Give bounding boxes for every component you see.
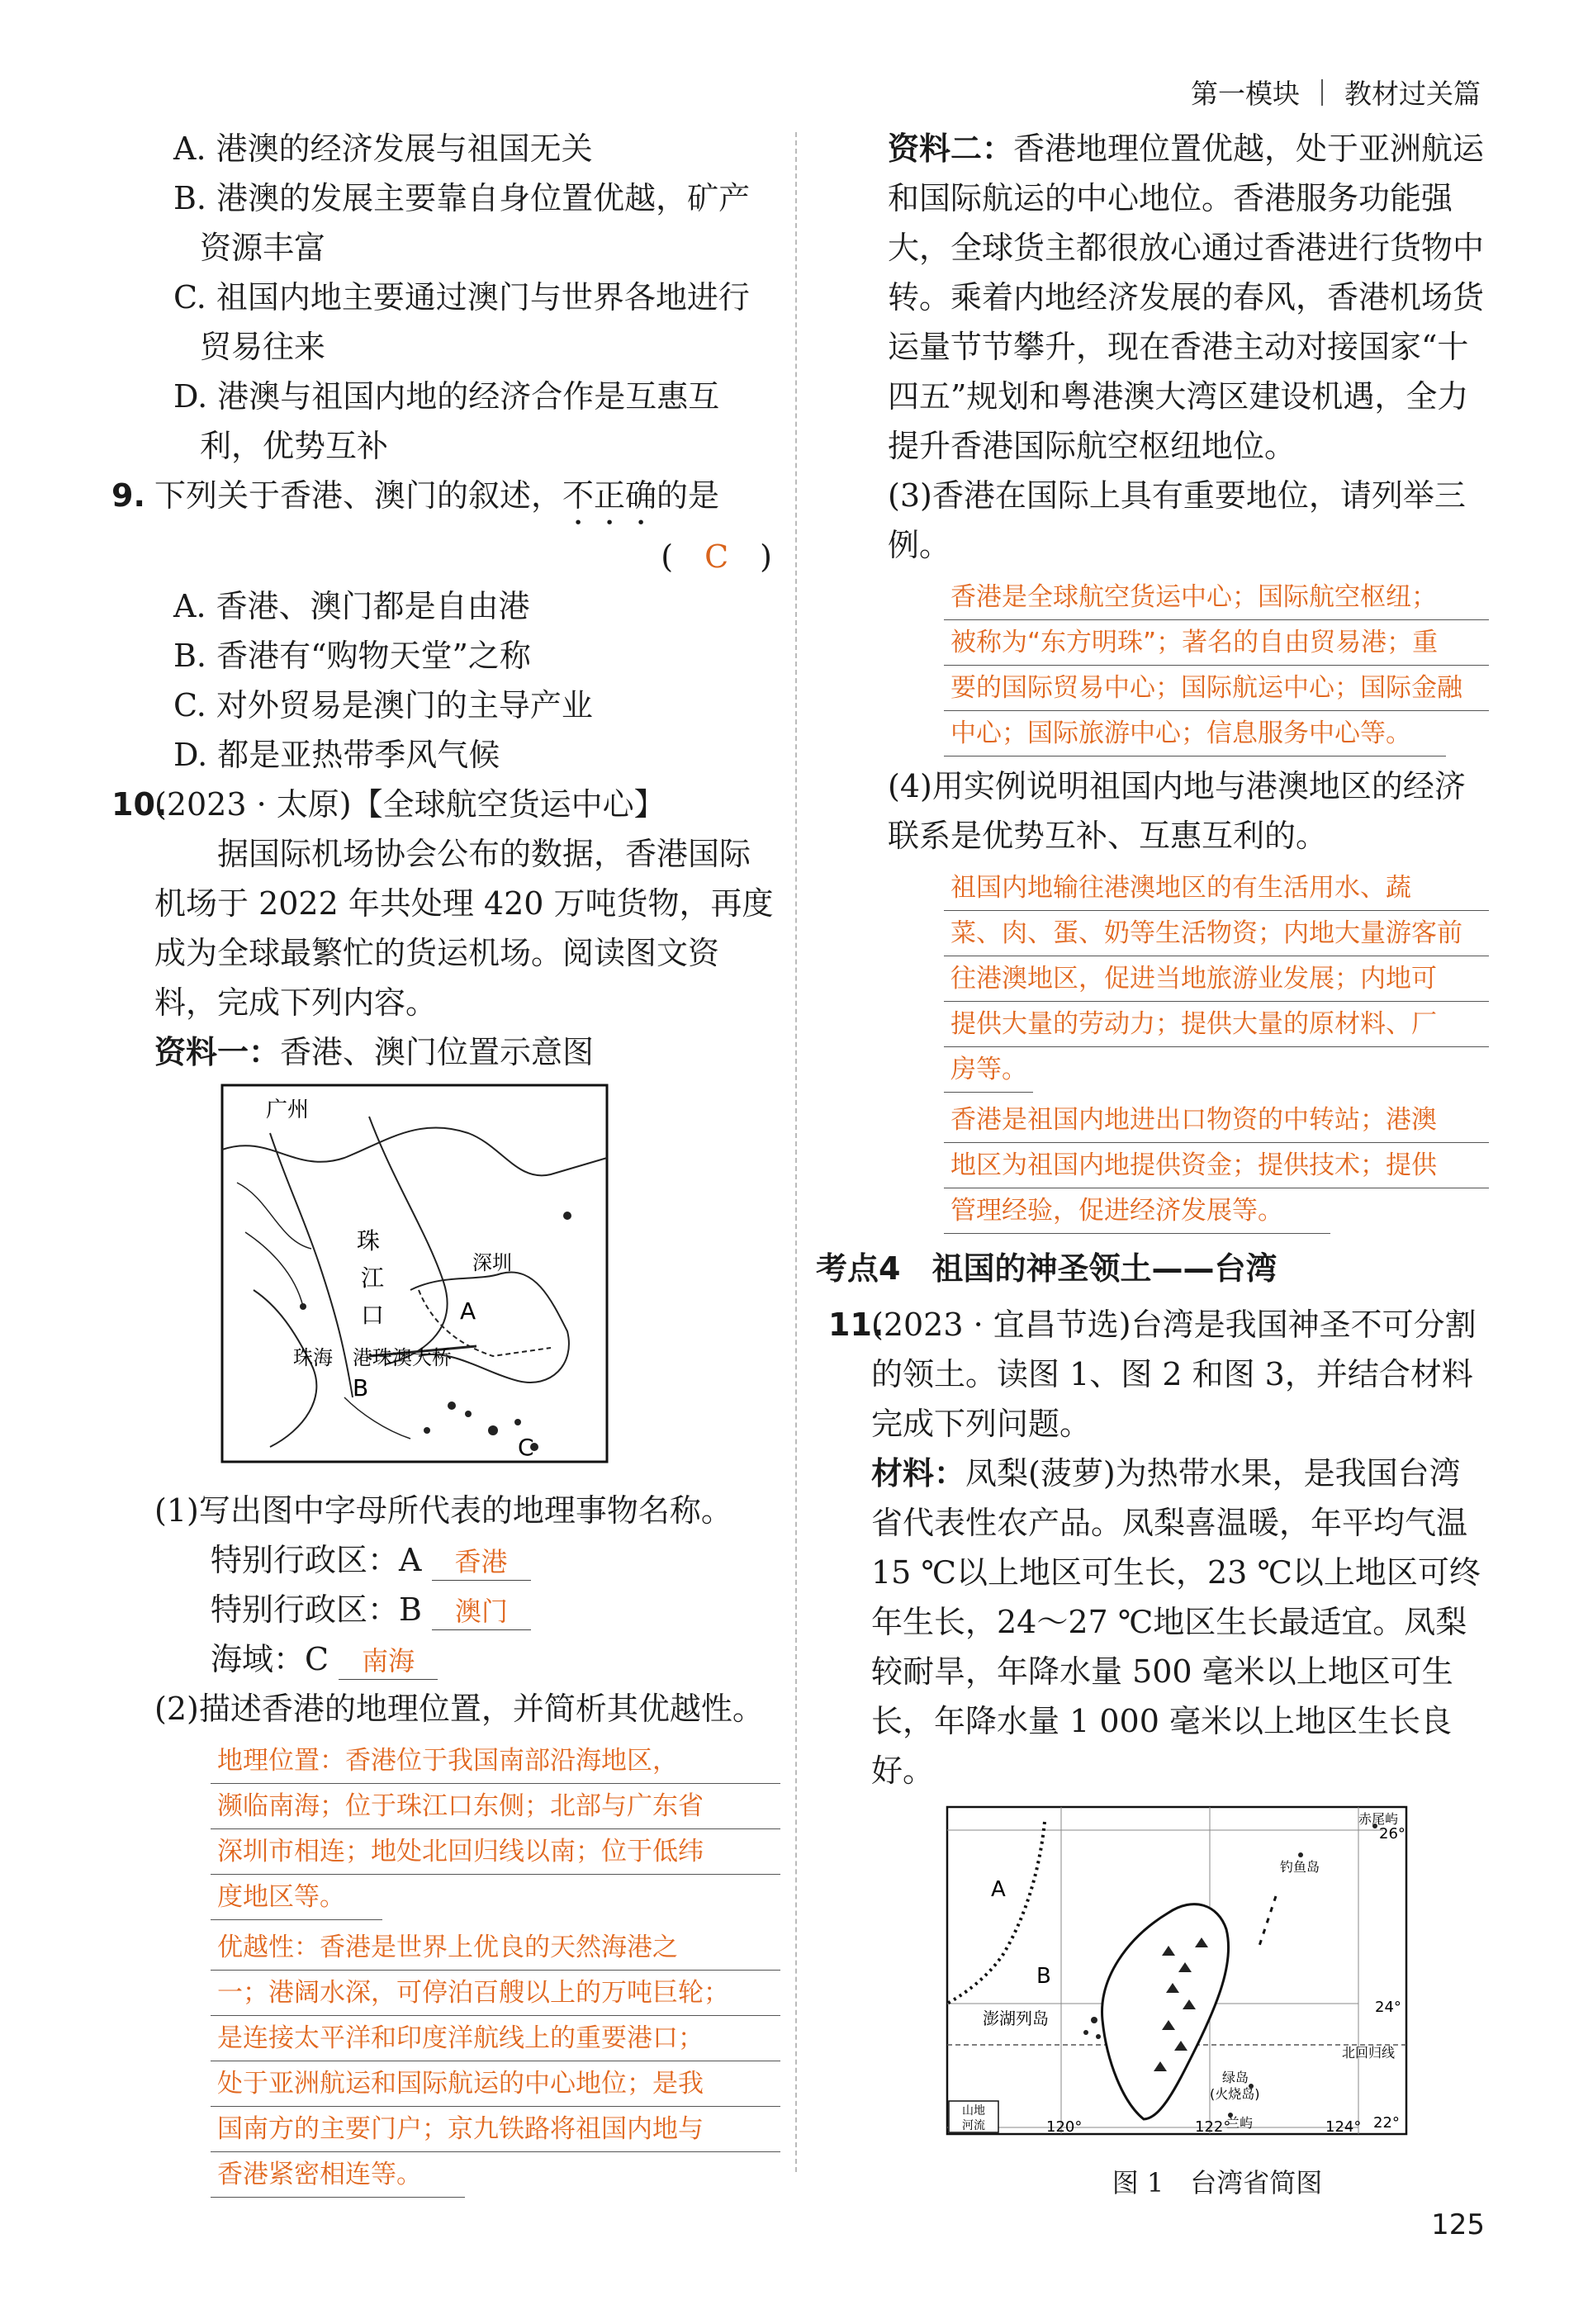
answer-line: 要的国际贸易中心；国际航运中心；国际金融 — [944, 666, 1489, 711]
answer-line: 香港是祖国内地进出口物资的中转站；港澳 — [944, 1098, 1489, 1143]
tw-legend-mountain: 山地 — [962, 2104, 985, 2118]
tw-label-lon122: 122° — [1195, 2118, 1231, 2136]
q10-mat2 — [828, 124, 1489, 471]
map-label-c: C — [518, 1434, 534, 1461]
q10-intro: 据国际机场协会公布的数据，香港国际机场于 2022 年共处理 420 万吨货物，再度成为全球最繁忙的货运机场。阅读图文资料，完成下列内容。 — [154, 836, 774, 1021]
tw-legend-river: 河流 — [962, 2119, 985, 2132]
q10-fill-a: 香港 — [432, 1544, 531, 1581]
map-label-bridge: 港珠澳大桥 — [353, 1346, 452, 1369]
q11-mat-text: 凤梨(菠萝)为热带水果，是我国台湾省代表性农产品。凤梨喜温暖，年平均气温 15 ℃以上地区可生长，23 ℃以上地区可终年生长，24～27 ℃地区生长最适宜。凤梨较耐旱，年降水量 500 毫米以上地区可生长，年降水量 1 000 毫米以上地区生长良好。 — [871, 1455, 1481, 1789]
answer-line: 一；港阔水深，可停泊百艘以上的万吨巨轮； — [211, 1971, 780, 2016]
q9-stem-a: 下列关于香港、澳门的叙述， — [154, 477, 563, 514]
q10-mat2-text: 香港地理位置优越，处于亚洲航运和国际航运的中心地位。香港服务功能强大，全球货主都很放心通过香港进行货物中转。乘着内地经济发展的春风，香港机场货运量节节攀升，现在香港主动对接国家“十四五”规划和粤港澳大湾区建设机遇，全力提升香港国际航空枢纽地位。 — [888, 130, 1485, 464]
left-column — [111, 124, 780, 2203]
q10-fill-a-row — [154, 1535, 780, 1585]
q9-stem-emph: 不正确 — [562, 477, 657, 514]
q10-fill-c-row — [154, 1634, 780, 1684]
q10-answer4-hk — [944, 1098, 1489, 1234]
q9-option-c: C. 对外贸易是澳门的主导产业 — [173, 687, 593, 723]
question-10 — [111, 780, 780, 2198]
q10-fill-c: 南海 — [339, 1643, 438, 1680]
answer-line: 是连接太平洋和印度洋航线上的重要港口； — [211, 2016, 780, 2061]
tw-label-lon120: 120° — [1046, 2118, 1083, 2136]
tw-label-lon124: 124° — [1325, 2118, 1362, 2136]
q10-part4: (4)用实例说明祖国内地与港澳地区的经济联系是优势互补、互惠互利的。 — [888, 768, 1466, 854]
q10-mat2-label: 资料二： — [888, 130, 1014, 167]
taiwan-map-caption: 图 1 台湾省简图 — [1112, 2167, 1323, 2198]
answer-line: 处于亚洲航运和国际航运的中心地位；是我 — [211, 2061, 780, 2107]
q10-answer2-location — [211, 1738, 780, 1920]
q10-fill-a-label: 特别行政区：A — [211, 1542, 422, 1578]
q9-number: 9. — [111, 477, 145, 514]
answer-line: 深圳市相连；地处北回归线以南；位于低纬 — [211, 1829, 780, 1875]
map-label-shenzhen: 深圳 — [472, 1251, 512, 1274]
answer-line: 国南方的主要门户；京九铁路将祖国内地与 — [211, 2107, 780, 2152]
q9-option-d: D. 都是亚热带季风气候 — [173, 737, 500, 773]
tw-label-lat26: 26° — [1379, 1825, 1405, 1843]
q9-answer-bracket: ( C ) — [661, 538, 772, 575]
tw-label-b: B — [1036, 1964, 1051, 1989]
q9-answer: C — [704, 538, 729, 575]
q10-part3: (3)香港在国际上具有重要地位，请列举三例。 — [888, 477, 1466, 563]
q10-answer4-mainland — [944, 866, 1489, 1093]
q11-stem: (2023 · 宜昌节选)台湾是我国神圣不可分割的领土。读图 1、图 2 和图 3，并结合材料完成下列问题。 — [871, 1307, 1477, 1442]
column-divider — [795, 132, 797, 2172]
q10-part1: (1)写出图中字母所代表的地理事物名称。 — [154, 1492, 732, 1529]
q8-option-a: A. 港澳的经济发展与祖国无关 — [173, 130, 593, 167]
answer-line: 往港澳地区，促进当地旅游业发展；内地可 — [944, 956, 1489, 1002]
answer-line: 度地区等。 — [211, 1875, 382, 1920]
tw-label-tropic: 北回归线 — [1342, 2045, 1396, 2061]
header-module: 第一模块 — [1191, 78, 1300, 110]
header-section: 教材过关篇 — [1344, 78, 1481, 110]
taiwan-map — [946, 1805, 1489, 2208]
q10-answer3 — [944, 575, 1489, 756]
map-label-kou: 口 — [361, 1302, 385, 1329]
q9-option-b: B. 香港有“购物天堂”之称 — [173, 638, 531, 674]
answer-line: 被称为“东方明珠”；著名的自由贸易港；重 — [944, 620, 1489, 666]
q10-source: (2023 · 太原)【全球航空货运中心】 — [154, 786, 666, 823]
tw-label-diaoyu: 钓鱼岛 — [1280, 1859, 1320, 1875]
q8-options — [111, 124, 780, 471]
answer-line: 管理经验，促进经济发展等。 — [944, 1188, 1330, 1234]
q10-mat1-label: 资料一： — [154, 1034, 281, 1070]
answer-line: 香港是全球航空货运中心；国际航空枢纽； — [944, 575, 1489, 620]
right-column — [816, 124, 1489, 2208]
answer-line: 香港紧密相连等。 — [211, 2152, 465, 2198]
section-4-heading: 考点4 祖国的神圣领土——台湾 — [816, 1250, 1278, 1287]
q10-fill-b: 澳门 — [432, 1593, 531, 1630]
answer-line: 地区为祖国内地提供资金；提供技术；提供 — [944, 1143, 1489, 1188]
answer-line: 提供大量的劳动力；提供大量的原材料、厂 — [944, 1002, 1489, 1047]
answer-line: 房等。 — [944, 1047, 1033, 1093]
map-label-guangzhou: 广州 — [266, 1098, 310, 1122]
q11-number: 11. — [828, 1307, 884, 1343]
q9-stem-b: 的是 — [657, 477, 720, 514]
q10-mat1-text: 香港、澳门位置示意图 — [280, 1034, 595, 1070]
hk-macau-map — [220, 1084, 780, 1477]
answer-line: 中心；国际旅游中心；信息服务中心等。 — [944, 711, 1446, 756]
q8-option-b: B. 港澳的发展主要靠自身位置优越，矿产资源丰富 — [173, 180, 751, 266]
page-header — [1191, 73, 1481, 111]
q10-number: 10. — [111, 786, 168, 823]
q8-option-c: C. 祖国内地主要通过澳门与世界各地进行贸易往来 — [173, 279, 750, 365]
map-label-a: A — [460, 1297, 476, 1325]
q10-fill-b-label: 特别行政区：B — [211, 1591, 422, 1628]
q10-answer2-advantage — [211, 1925, 780, 2198]
tw-label-lat24: 24° — [1375, 1999, 1401, 2016]
tw-label-lvdao: 绿岛 — [1222, 2070, 1249, 2085]
q9-option-a: A. 香港、澳门都是自由港 — [173, 588, 530, 624]
answer-line: 地理位置：香港位于我国南部沿海地区， — [211, 1738, 780, 1784]
taiwan-map-svg — [946, 1805, 1408, 2136]
question-9 — [111, 471, 780, 780]
q8-option-d: D. 港澳与祖国内地的经济合作是互惠互利，优势互补 — [173, 378, 720, 464]
tw-label-lanyu: 兰屿 — [1226, 2115, 1254, 2131]
q10-fill-b-row — [154, 1585, 780, 1634]
header-divider — [1321, 79, 1323, 106]
tw-label-lat22: 22° — [1373, 2114, 1400, 2132]
map-label-zhuhai: 珠海 — [293, 1346, 333, 1369]
tw-label-penghu: 澎湖列岛 — [983, 2009, 1049, 2028]
answer-line: 濒临南海；位于珠江口东侧；北部与广东省 — [211, 1784, 780, 1829]
map-label-b: B — [353, 1374, 369, 1402]
tw-label-huoshao: (火烧岛) — [1210, 2086, 1260, 2102]
map-label-jiang: 江 — [361, 1264, 385, 1292]
page-number: 125 — [1431, 2208, 1485, 2241]
answer-line: 祖国内地输往港澳地区的有生活用水、蔬 — [944, 866, 1489, 911]
tw-label-a: A — [991, 1877, 1006, 1902]
hk-macau-map-svg — [220, 1084, 609, 1463]
tw-label-chiwei: 赤尾屿 — [1358, 1811, 1399, 1827]
question-11 — [828, 1300, 1489, 2208]
map-label-zhu: 珠 — [357, 1227, 381, 1254]
q10-part2: (2)描述香港的地理位置，并简析其优越性。 — [154, 1691, 764, 1727]
q11-mat-label: 材料： — [871, 1455, 966, 1492]
answer-line: 优越性：香港是世界上优良的天然海港之 — [211, 1925, 780, 1971]
answer-line: 菜、肉、蛋、奶等生活物资；内地大量游客前 — [944, 911, 1489, 956]
q10-fill-c-label: 海域：C — [211, 1641, 329, 1677]
